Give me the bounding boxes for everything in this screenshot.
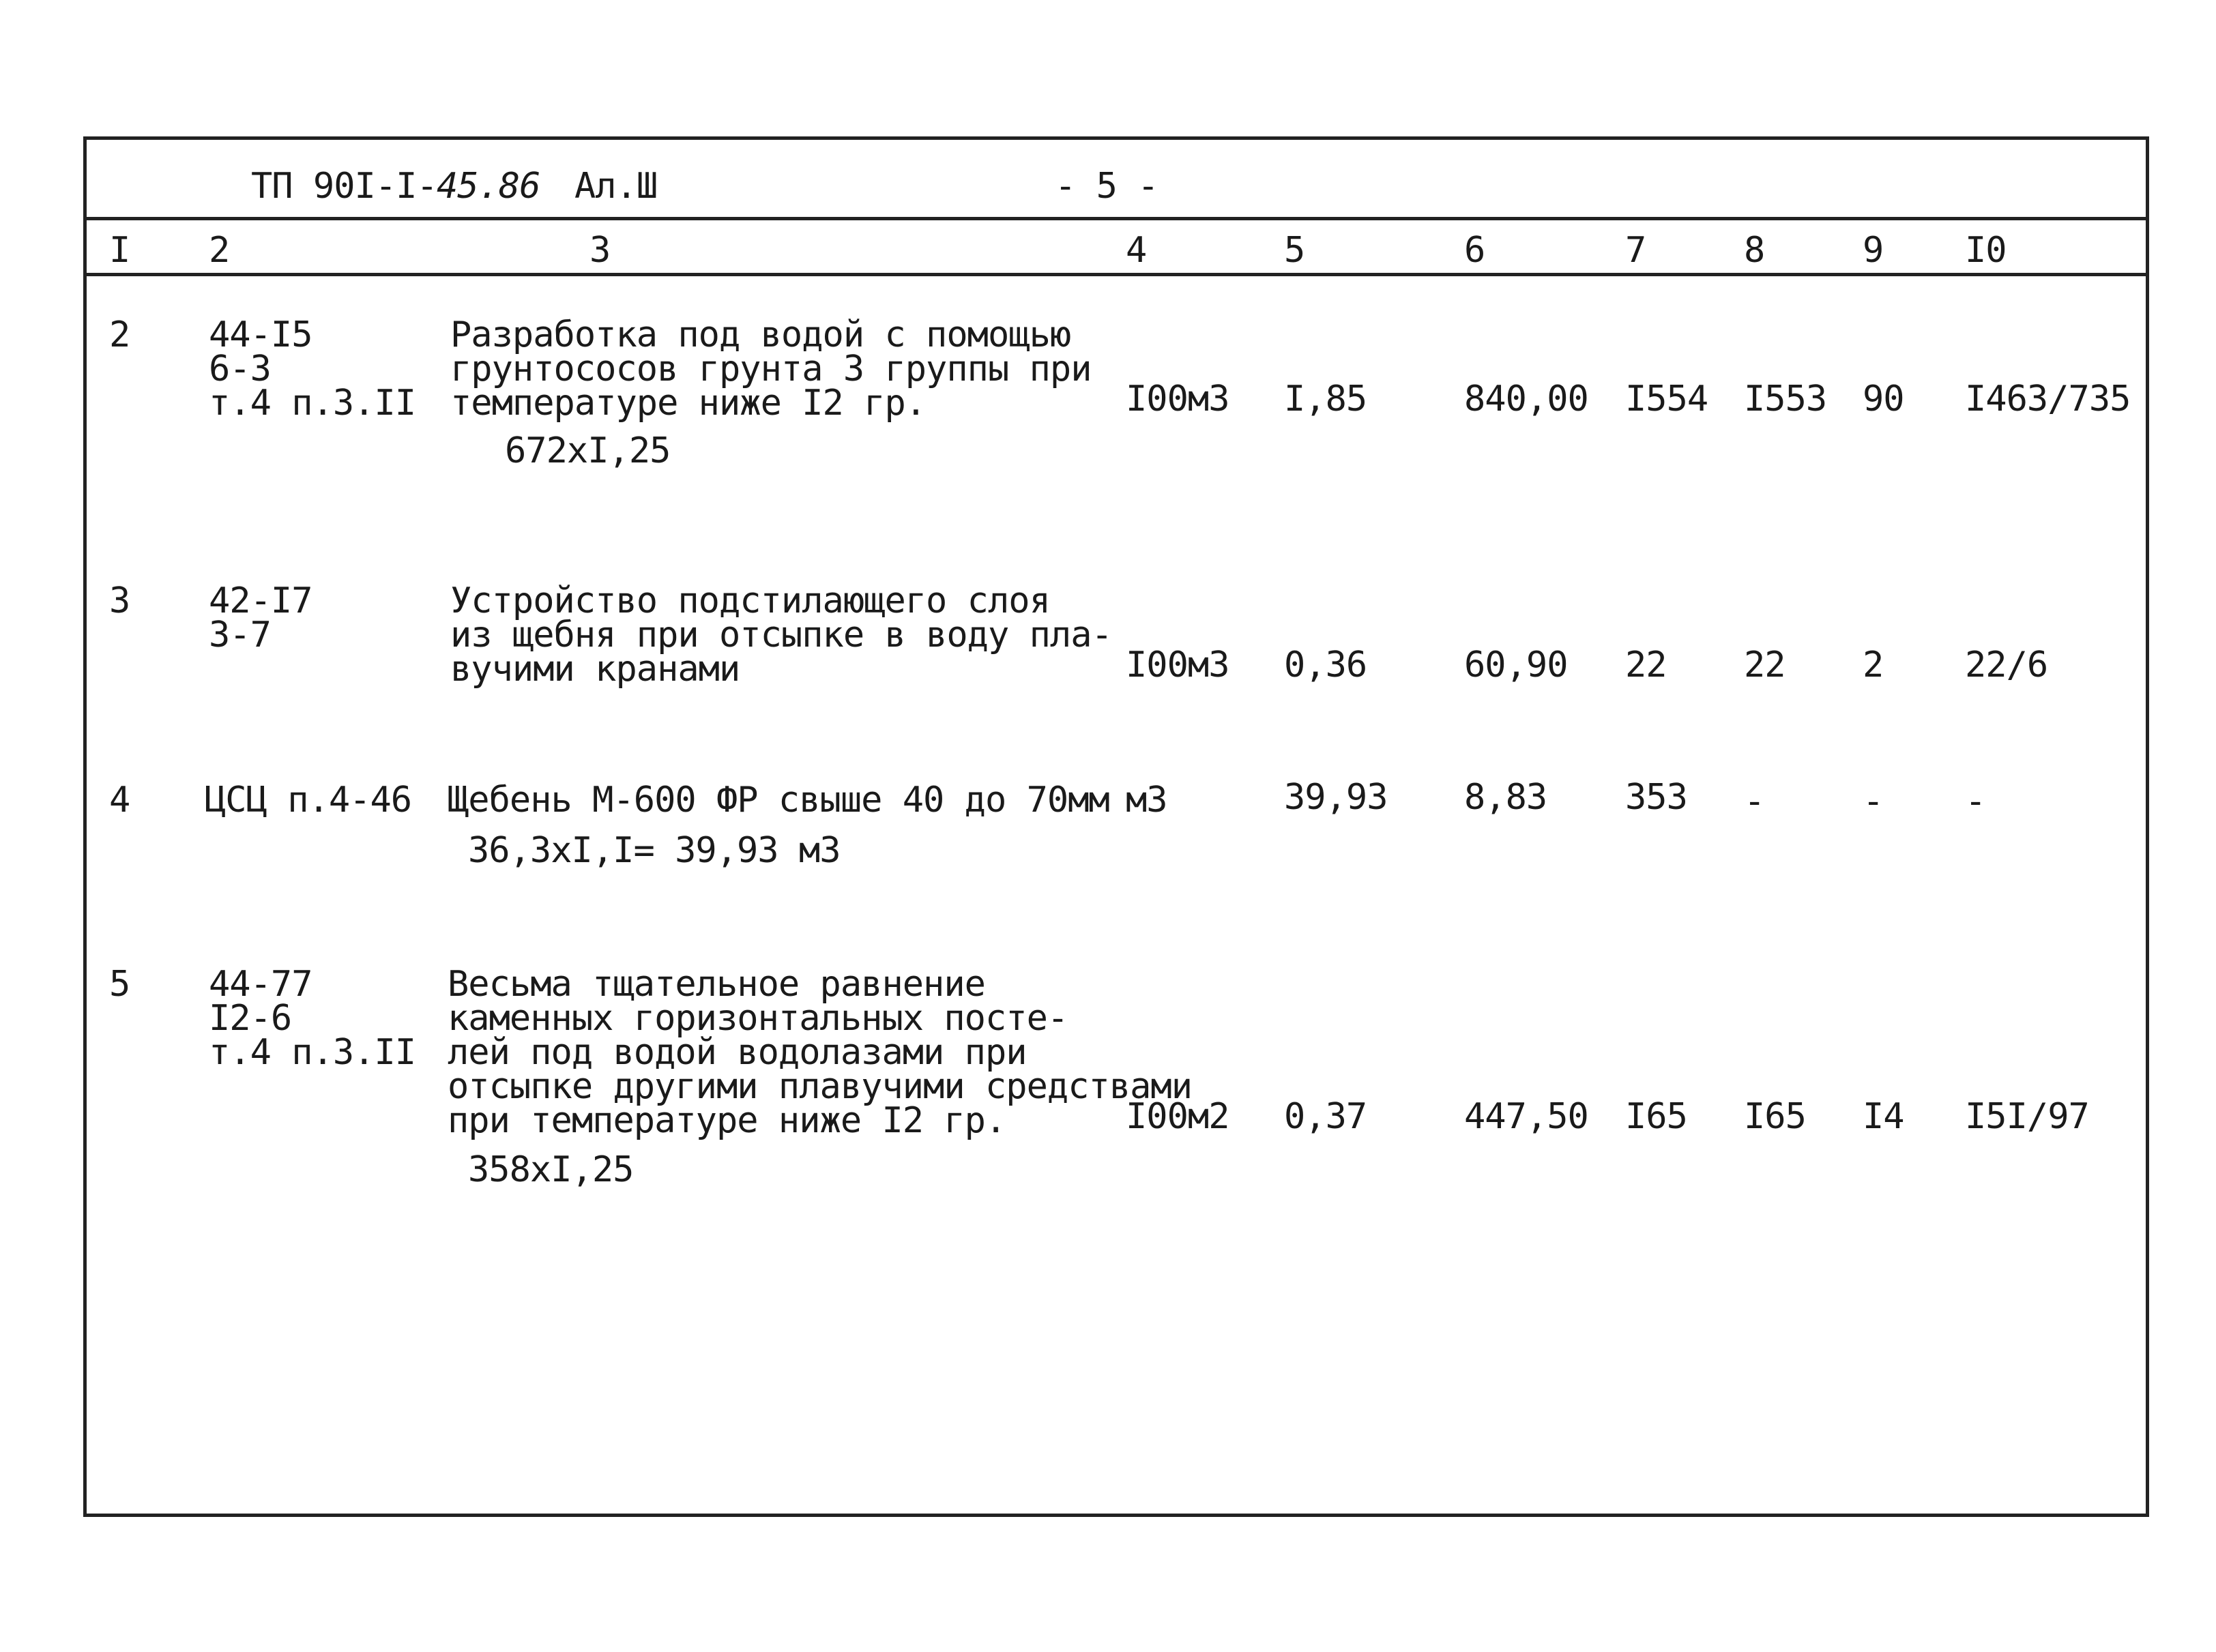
col10-value: I463/735 (1965, 379, 2131, 419)
rate-code: 44-I5 (209, 314, 312, 355)
quantity: 0,37 (1284, 1096, 1367, 1137)
col10-value: I5I/97 (1965, 1096, 2089, 1137)
rate-code: ЦСЦ п.4-46 (205, 780, 412, 821)
col9-value: 2 (1863, 645, 1884, 685)
row-number: 4 (109, 780, 130, 821)
col9-value: - (1863, 781, 1884, 822)
doc-number-handwritten: 45.86 (437, 166, 540, 207)
col-header-5: 5 (1284, 230, 1305, 271)
rate-code: т.4 п.3.II (209, 383, 416, 424)
unit: I00м3 (1126, 645, 1229, 685)
row-number: 3 (109, 580, 130, 621)
work-description: грунтососов грунта 3 группы при (450, 349, 1092, 389)
work-description: вучими кранами (450, 649, 740, 690)
col-header-10: I0 (1965, 230, 2007, 271)
unit-price: 8,83 (1464, 777, 1547, 818)
col-header-8: 8 (1744, 230, 1765, 271)
work-description: из щебня при отсыпке в воду пла- (450, 615, 1112, 655)
work-description: Щебень М-600 ФР свыше 40 до 70мм (448, 780, 1109, 821)
work-description: каменных горизонтальных посте- (448, 998, 1068, 1039)
unit-price: 60,90 (1464, 645, 1568, 685)
rate-code: 42-I7 (209, 580, 312, 621)
work-description: температуре ниже I2 гр. (450, 383, 927, 424)
col-header-1: I (109, 230, 130, 271)
rate-code: 3-7 (209, 615, 271, 655)
col7-value: 22 (1625, 645, 1667, 685)
col9-value: I4 (1863, 1096, 1904, 1137)
col-header-9: 9 (1863, 230, 1884, 271)
col7-value: I554 (1625, 379, 1708, 419)
unit: м3 (1126, 780, 1167, 821)
col8-value: - (1744, 781, 1765, 822)
col10-value: 22/6 (1965, 645, 2048, 685)
col7-value: 353 (1625, 777, 1687, 818)
col7-value: I65 (1625, 1096, 1687, 1137)
col8-value: 22 (1744, 645, 1785, 685)
calc-note: 358xI,25 (468, 1149, 634, 1190)
unit-price: 840,00 (1464, 379, 1588, 419)
col9-value: 90 (1863, 379, 1904, 419)
unit-price: 447,50 (1464, 1096, 1588, 1137)
rate-code: 44-77 (209, 964, 312, 1005)
unit: I00м3 (1126, 379, 1229, 419)
doc-code: ТП 90I-I- (251, 166, 437, 207)
header-divider (87, 217, 2146, 220)
unit: I00м2 (1126, 1096, 1229, 1137)
rate-code: 6-3 (209, 349, 271, 389)
work-description: Разработка под водой с помощью (450, 314, 1071, 355)
quantity: 39,93 (1284, 777, 1388, 818)
quantity: I,85 (1284, 379, 1367, 419)
col8-value: I553 (1744, 379, 1827, 419)
column-header-divider (87, 273, 2146, 276)
col8-value: I65 (1744, 1096, 1806, 1137)
calc-note: 36,3xI,I= 39,93 м3 (468, 830, 841, 871)
rate-code: I2-6 (209, 998, 292, 1039)
calc-note: 672xI,25 (505, 430, 671, 471)
col10-value: - (1965, 781, 1986, 822)
page-number: - 5 - (1055, 166, 1158, 207)
work-description: при температуре ниже I2 гр. (448, 1100, 1006, 1141)
row-number: 5 (109, 964, 130, 1005)
page-frame (83, 136, 2149, 1517)
work-description: отсыпке другими плавучими средствами (448, 1066, 1193, 1107)
row-number: 2 (109, 314, 130, 355)
col-header-4: 4 (1126, 230, 1147, 271)
col-header-7: 7 (1625, 230, 1646, 271)
work-description: лей под водой водолазами при (448, 1032, 1027, 1073)
work-description: Весьма тщательное равнение (448, 964, 985, 1005)
rate-code: т.4 п.3.II (209, 1032, 416, 1073)
work-description: Устройство подстилающего слоя (450, 580, 1050, 621)
quantity: 0,36 (1284, 645, 1367, 685)
album-label: Ал.Ш (574, 166, 658, 207)
col-header-3: 3 (589, 230, 611, 271)
col-header-2: 2 (209, 230, 230, 271)
col-header-6: 6 (1464, 230, 1485, 271)
